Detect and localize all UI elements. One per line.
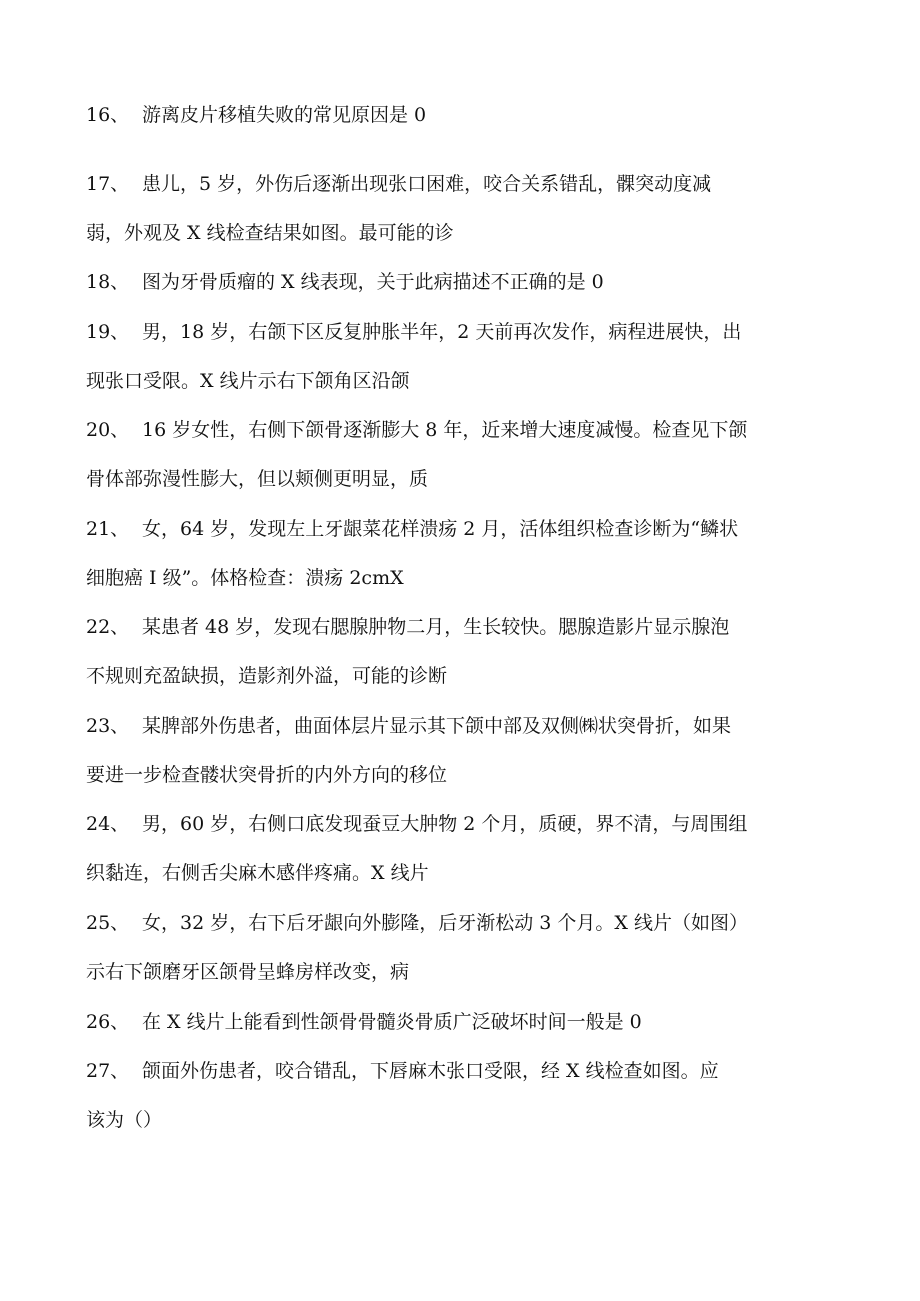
question-line xyxy=(86,615,826,640)
question-23 xyxy=(86,714,826,788)
question-text: 男，60 岁，右侧口底发现蚕豆大肿物 2 个月，质硬，界不清，与周围组 xyxy=(142,813,748,835)
question-text: 女，64 岁，发现左上牙龈菜花样溃疡 2 月，活体组织检查诊断为“鳞状 xyxy=(142,518,739,540)
question-text: 颌面外伤患者，咬合错乱，下唇麻木张口受限，经 X 线检查如图。应 xyxy=(142,1060,719,1082)
question-number: 23、 xyxy=(86,715,130,737)
question-27 xyxy=(86,1059,826,1133)
question-number: 18、 xyxy=(86,271,130,293)
question-text: 患儿，5 岁，外伤后逐渐出现张口困难，咬合关系错乱，髁突动度减 xyxy=(142,173,712,195)
question-number: 26、 xyxy=(86,1011,130,1033)
question-line xyxy=(86,103,826,128)
question-21 xyxy=(86,517,826,591)
question-line: 细胞癌 I 级”。体格检查：溃疡 2cmX xyxy=(86,567,404,589)
question-line: 骨体部弥漫性膨大，但以颊侧更明显，质 xyxy=(86,468,429,490)
question-number: 21、 xyxy=(86,518,130,540)
question-text: 16 岁女性，右侧下颌骨逐渐膨大 8 年，近来增大速度减慢。检查见下颌 xyxy=(142,419,748,441)
question-line xyxy=(86,1059,826,1084)
question-text: 某脾部外伤患者，曲面体层片显示其下颌中部及双侧㈱状突骨折，如果 xyxy=(142,715,732,737)
question-text: 游离皮片移植失败的常见原因是 0 xyxy=(142,104,427,126)
question-line xyxy=(86,517,826,542)
question-line: 要进一步检查髅状突骨折的内外方向的移位 xyxy=(86,764,448,786)
question-number: 20、 xyxy=(86,419,130,441)
question-line xyxy=(86,270,826,295)
question-line xyxy=(86,320,826,345)
question-text: 男，18 岁，右颌下区反复肿胀半年，2 天前再次发作，病程进展快，出 xyxy=(142,321,742,343)
question-17 xyxy=(86,172,826,246)
question-line: 弱，外观及 X 线检查结果如图。最可能的诊 xyxy=(86,222,454,244)
question-line: 不规则充盈缺损，造影剂外溢，可能的诊断 xyxy=(86,665,448,687)
question-number: 25、 xyxy=(86,912,130,934)
question-19 xyxy=(86,320,826,394)
question-number: 27、 xyxy=(86,1060,130,1082)
question-line: 该为（） xyxy=(86,1109,163,1131)
question-text: 某患者 48 岁，发现右腮腺肿物二月，生长较快。腮腺造影片显示腺泡 xyxy=(142,616,730,638)
question-text: 图为牙骨质瘤的 X 线表现，关于此病描述不正确的是 0 xyxy=(142,271,604,293)
question-number: 24、 xyxy=(86,813,130,835)
question-line: 织黏连，右侧舌尖麻木感伴疼痛。X 线片 xyxy=(86,862,429,884)
question-line xyxy=(86,911,826,936)
question-24 xyxy=(86,812,826,886)
question-line xyxy=(86,714,826,739)
question-number: 19、 xyxy=(86,321,130,343)
question-line xyxy=(86,812,826,837)
question-line xyxy=(86,418,826,443)
question-16 xyxy=(86,103,826,128)
question-25 xyxy=(86,911,826,985)
question-line xyxy=(86,1010,826,1035)
question-number: 22、 xyxy=(86,616,130,638)
question-number: 17、 xyxy=(86,173,130,195)
question-22 xyxy=(86,615,826,689)
question-18 xyxy=(86,270,826,295)
question-line: 示右下颌磨牙区颌骨呈蜂房样改变，病 xyxy=(86,961,410,983)
question-line: 现张口受限。X 线片示右下颌角区沿颌 xyxy=(86,370,410,392)
question-20 xyxy=(86,418,826,492)
question-text: 在 X 线片上能看到性颌骨骨髓炎骨质广泛破坏时间一般是 0 xyxy=(142,1011,642,1033)
question-26 xyxy=(86,1010,826,1035)
question-number: 16、 xyxy=(86,104,130,126)
question-line xyxy=(86,172,826,197)
question-text: 女，32 岁，右下后牙龈向外膨隆，后牙渐松动 3 个月。X 线片（如图） xyxy=(142,912,748,934)
